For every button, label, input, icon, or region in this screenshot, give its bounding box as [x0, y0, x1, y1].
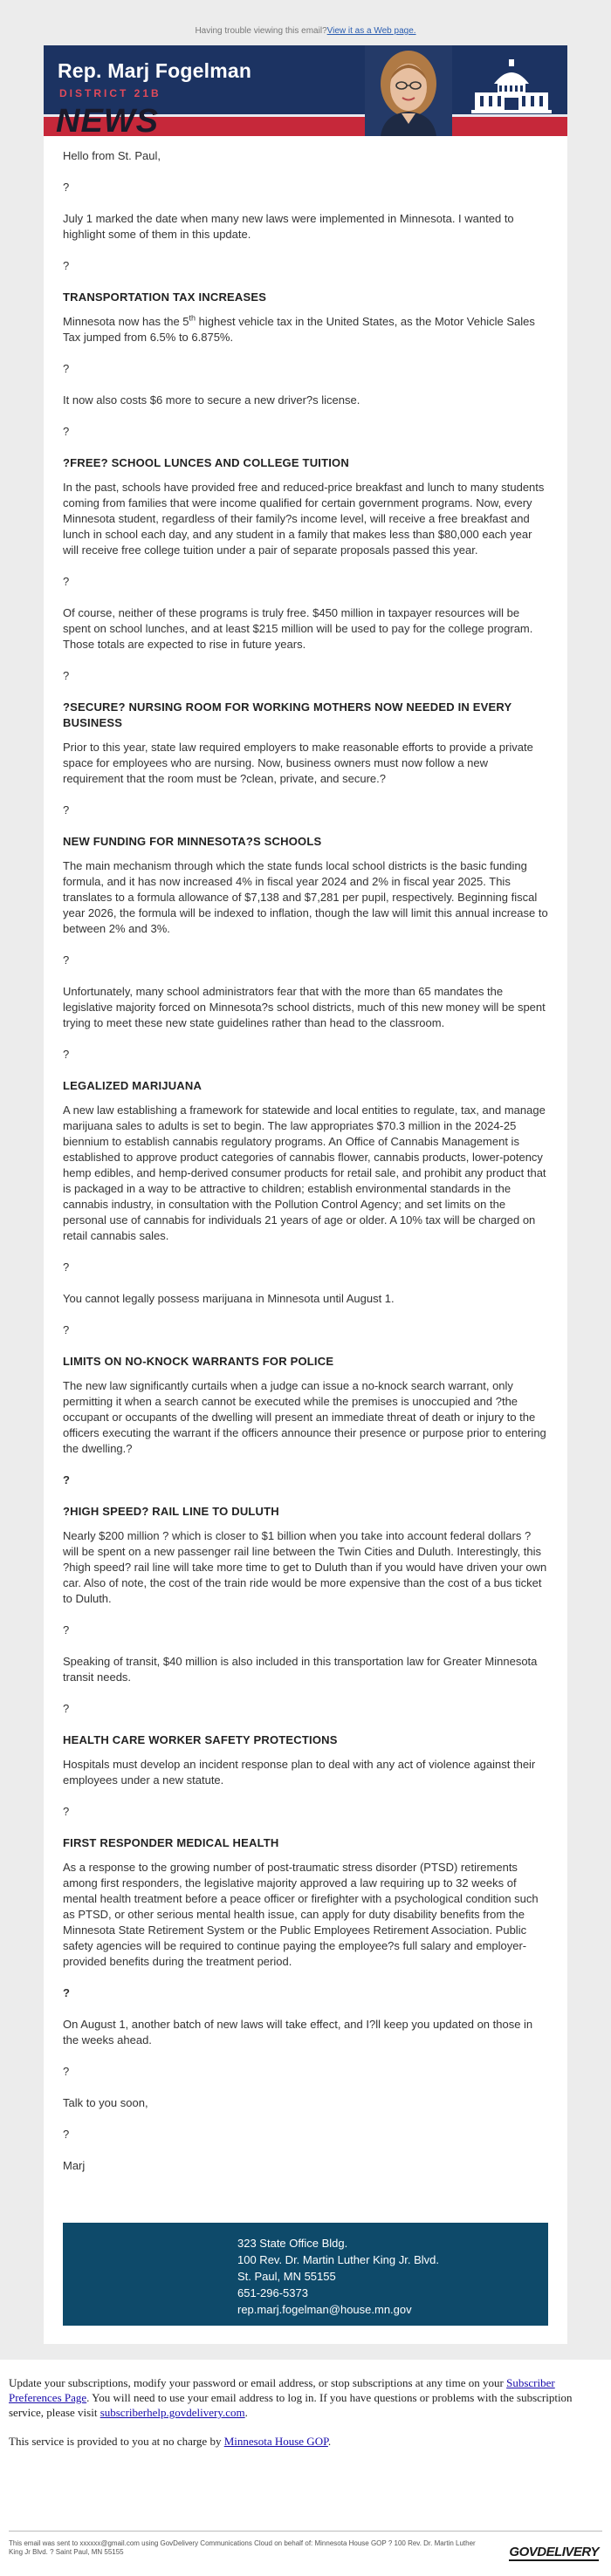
- section-heading: NEW FUNDING FOR MINNESOTA?S SCHOOLS: [63, 835, 322, 848]
- news-wordmark: NEWS: [56, 103, 159, 136]
- spacer-mark: ?: [63, 575, 70, 588]
- spacer-mark: ?: [63, 425, 70, 438]
- spacer-mark: ?: [63, 1702, 70, 1715]
- section-heading: ?SECURE? NURSING ROOM FOR WORKING MOTHERS NOW NEEDED IN EVERY BUSINESS: [63, 700, 512, 729]
- footer-divider: [9, 2531, 602, 2532]
- web-page-link[interactable]: View it as a Web page.: [326, 26, 416, 36]
- spacer-mark: ?: [63, 1323, 70, 1336]
- spacer-mark: ?: [63, 1623, 70, 1636]
- spacer-mark: ?: [63, 1986, 70, 1999]
- signature: Marj: [63, 2159, 86, 2172]
- section-paragraph: You cannot legally possess marijuana in Minnesota until August 1.: [63, 1292, 395, 1305]
- section-heading: ?FREE? SCHOOL LUNCES AND COLLEGE TUITION: [63, 456, 349, 469]
- city-address: St. Paul, MN 55155: [237, 2270, 336, 2283]
- street-address: 100 Rev. Dr. Martin Luther King Jr. Blvd.: [237, 2253, 439, 2266]
- section-paragraph: It now also costs $6 more to secure a new driver?s license.: [63, 393, 360, 407]
- newsletter-banner: [44, 45, 567, 136]
- section-paragraph: Prior to this year, state law required employers to make reasonable efforts to provide a private space for employees who are nursing. Now, business owners must now follow a new requirement that the room must be ?clean, private, and secure.?: [63, 741, 533, 785]
- spacer-mark: ?: [63, 669, 70, 682]
- section-paragraph: Speaking of transit, $40 million is also included in this transportation law for Greater Minnesota transit needs.: [63, 1655, 538, 1684]
- spacer-mark: ?: [63, 259, 70, 272]
- spacer-mark: ?: [63, 1473, 70, 1486]
- section-heading: HEALTH CARE WORKER SAFETY PROTECTIONS: [63, 1733, 338, 1746]
- section-paragraph: Unfortunately, many school administrators fear that with the more than 65 mandates the legislative majority forced on Minnesota?s school districts, much of this new money will be spent trying to meet these new state guidelines rather than head to the classroom.: [63, 985, 546, 1029]
- section-heading: LEGALIZED MARIJUANA: [63, 1079, 203, 1092]
- subscriber-help-link[interactable]: subscriberhelp.govdelivery.com: [100, 2406, 245, 2419]
- section-paragraph: The new law significantly curtails when a judge can issue a no-knock search warrant, only permitting it when a search cannot be executed while the premises is unoccupied and ?the occupant or occupants of the dwelling will present an immediate threat of death or injury to the officers executing the warrant if the officers announce their presence or purpose prior to entering the dwelling.?: [63, 1379, 546, 1455]
- subscription-footer: [0, 2360, 611, 2576]
- section-paragraph: The main mechanism through which the state funds local school districts is the basic funding formula, and it has now increased 4% in fiscal year 2024 and 2% in fiscal year 2025. This translates to a formula allowance of $7,138 and $7,281 per pupil, respectively. Beginning fiscal year 2026, the formula will be indexed to inflation, though the law will limit this annual increase to between 2% and 3%.: [63, 859, 548, 935]
- section-paragraph: Minnesota now has the 5th highest vehicle tax in the United States, as the Motor Vehicle Sales Tax jumped from 6.5% to 6.875%.: [63, 313, 535, 344]
- office-address: 323 State Office Bldg.: [237, 2237, 348, 2250]
- closing-paragraph: On August 1, another batch of new laws will take effect, and I?ll keep you updated on those in the weeks ahead.: [63, 2018, 533, 2046]
- spacer-mark: ?: [63, 2128, 70, 2141]
- house-gop-link[interactable]: Minnesota House GOP: [223, 2435, 328, 2448]
- email-link[interactable]: rep.marj.fogelman@house.mn.gov: [237, 2303, 412, 2316]
- preheader: [0, 0, 611, 37]
- section-heading: LIMITS ON NO-KNOCK WARRANTS FOR POLICE: [63, 1355, 334, 1368]
- greeting: Hello from St. Paul,: [63, 149, 161, 162]
- preheader-text: Having trouble viewing this email?: [195, 26, 327, 36]
- govdelivery-logo[interactable]: GOVDELIVERY: [509, 2545, 599, 2559]
- spacer-mark: ?: [63, 362, 70, 375]
- spacer-mark: ?: [63, 2065, 70, 2078]
- rep-name: Rep. Marj Fogelman: [58, 59, 252, 82]
- spacer-mark: ?: [63, 953, 70, 967]
- subscriber-preferences-link[interactable]: Subscriber Preferences Page: [9, 2376, 555, 2404]
- spacer-mark: ?: [63, 1261, 70, 1274]
- sent-to-notice: This email was sent to xxxxxx@gmail.com using GovDelivery Communications Cloud on behalf of: Minnesota House GOP ? 100 Rev. Dr. Martin Luther King Jr Blvd. ? Saint Paul, MN 55155: [9, 2539, 476, 2556]
- newsletter-body: [44, 136, 567, 2174]
- section-heading: ?HIGH SPEED? RAIL LINE TO DULUTH: [63, 1505, 279, 1518]
- email-card: [44, 45, 567, 2344]
- spacer-mark: ?: [63, 1048, 70, 1061]
- provider-notice: This service is provided to you at no charge by Minnesota House GOP.: [9, 2435, 332, 2448]
- section-paragraph: A new law establishing a framework for statewide and local entities to regulate, tax, and manage marijuana sales to adults is set to begin. The law appropriates $70.3 million in the 2024-25 biennium to establish cannabis regulatory programs. An Office of Cannabis Management is established to approve product categories of cannabis flower, cannabis products, lower-potency hemp edibles, and hemp-derived consumer products for retail sale, and prohibit any product that is packaged in a way to be attractive to children; establish environmental standards in the cannabis industry, in consultation with the Pollution Control Agency; and set limits on the personal use of cannabis for individuals 21 years of age or older. A 10% tax will be charged on retail cannabis sales.: [63, 1104, 546, 1242]
- contact-box: [63, 2223, 548, 2326]
- portrait-photo: [365, 45, 452, 136]
- district-label: DISTRICT 21B: [59, 87, 161, 99]
- spacer-mark: ?: [63, 181, 70, 194]
- section-heading: FIRST RESPONDER MEDICAL HEALTH: [63, 1836, 279, 1849]
- section-paragraph: In the past, schools have provided free and reduced-price breakfast and lunch to many students coming from families that were income qualified for certain government programs. Now, every Minnesota student, regardless of their family?s income level, will receive a free breakfast and lunch in school each day, and any student in a family that makes less than $80,000 each year will receive free college tuition under a pair of separate proposals passed this year.: [63, 481, 545, 557]
- spacer-mark: ?: [63, 803, 70, 817]
- subscription-notice: Update your subscriptions, modify your password or email address, or stop subscriptions at any time on your Subscriber Preferences Page. You will need to use your email address to log in. If you have questions or problems with the subscription service, please visit subscriberhelp.govdelivery.com.: [9, 2376, 573, 2419]
- section-paragraph: Of course, neither of these programs is truly free. $450 million in taxpayer resources will be spent on school lunches, and at least $215 million will be used to pay for the college program. Those totals are expected to rise in future years.: [63, 606, 533, 651]
- signoff: Talk to you soon,: [63, 2096, 148, 2109]
- intro-paragraph: July 1 marked the date when many new laws were implemented in Minnesota. I wanted to highlight some of them in this update.: [63, 212, 514, 241]
- spacer-mark: ?: [63, 1805, 70, 1818]
- section-paragraph: Hospitals must develop an incident response plan to deal with any act of violence against their employees under a new statute.: [63, 1758, 536, 1787]
- section-heading: TRANSPORTATION TAX INCREASES: [63, 290, 267, 304]
- section-paragraph: As a response to the growing number of post-traumatic stress disorder (PTSD) retirements among first responders, the legislative majority approved a law requiring up to 32 weeks of mental health treatment before a peace officer or firefighter with a psychological condition such as PTSD, or other serious mental health issue, can apply for duty disability benefits from the Minnesota State Retirement System or the Public Employees Retirement Association. Public safety agencies will be required to continue paying the employee?s full salary and employer-provided benefits during the treatment period.: [63, 1861, 539, 1968]
- section-paragraph: Nearly $200 million ? which is closer to $1 billion when you take into account federal dollars ? will be spent on a new passenger rail line between the Twin Cities and Duluth. Interestingly, this ?high speed? rail line will take more time to get to Duluth than if you would have driven your own car. Also of note, the cost of the train ride would be more expensive than the cost of a bus ticket to Duluth.: [63, 1529, 547, 1605]
- capitol-icon: [468, 58, 555, 119]
- phone-number: 651-296-5373: [237, 2286, 308, 2299]
